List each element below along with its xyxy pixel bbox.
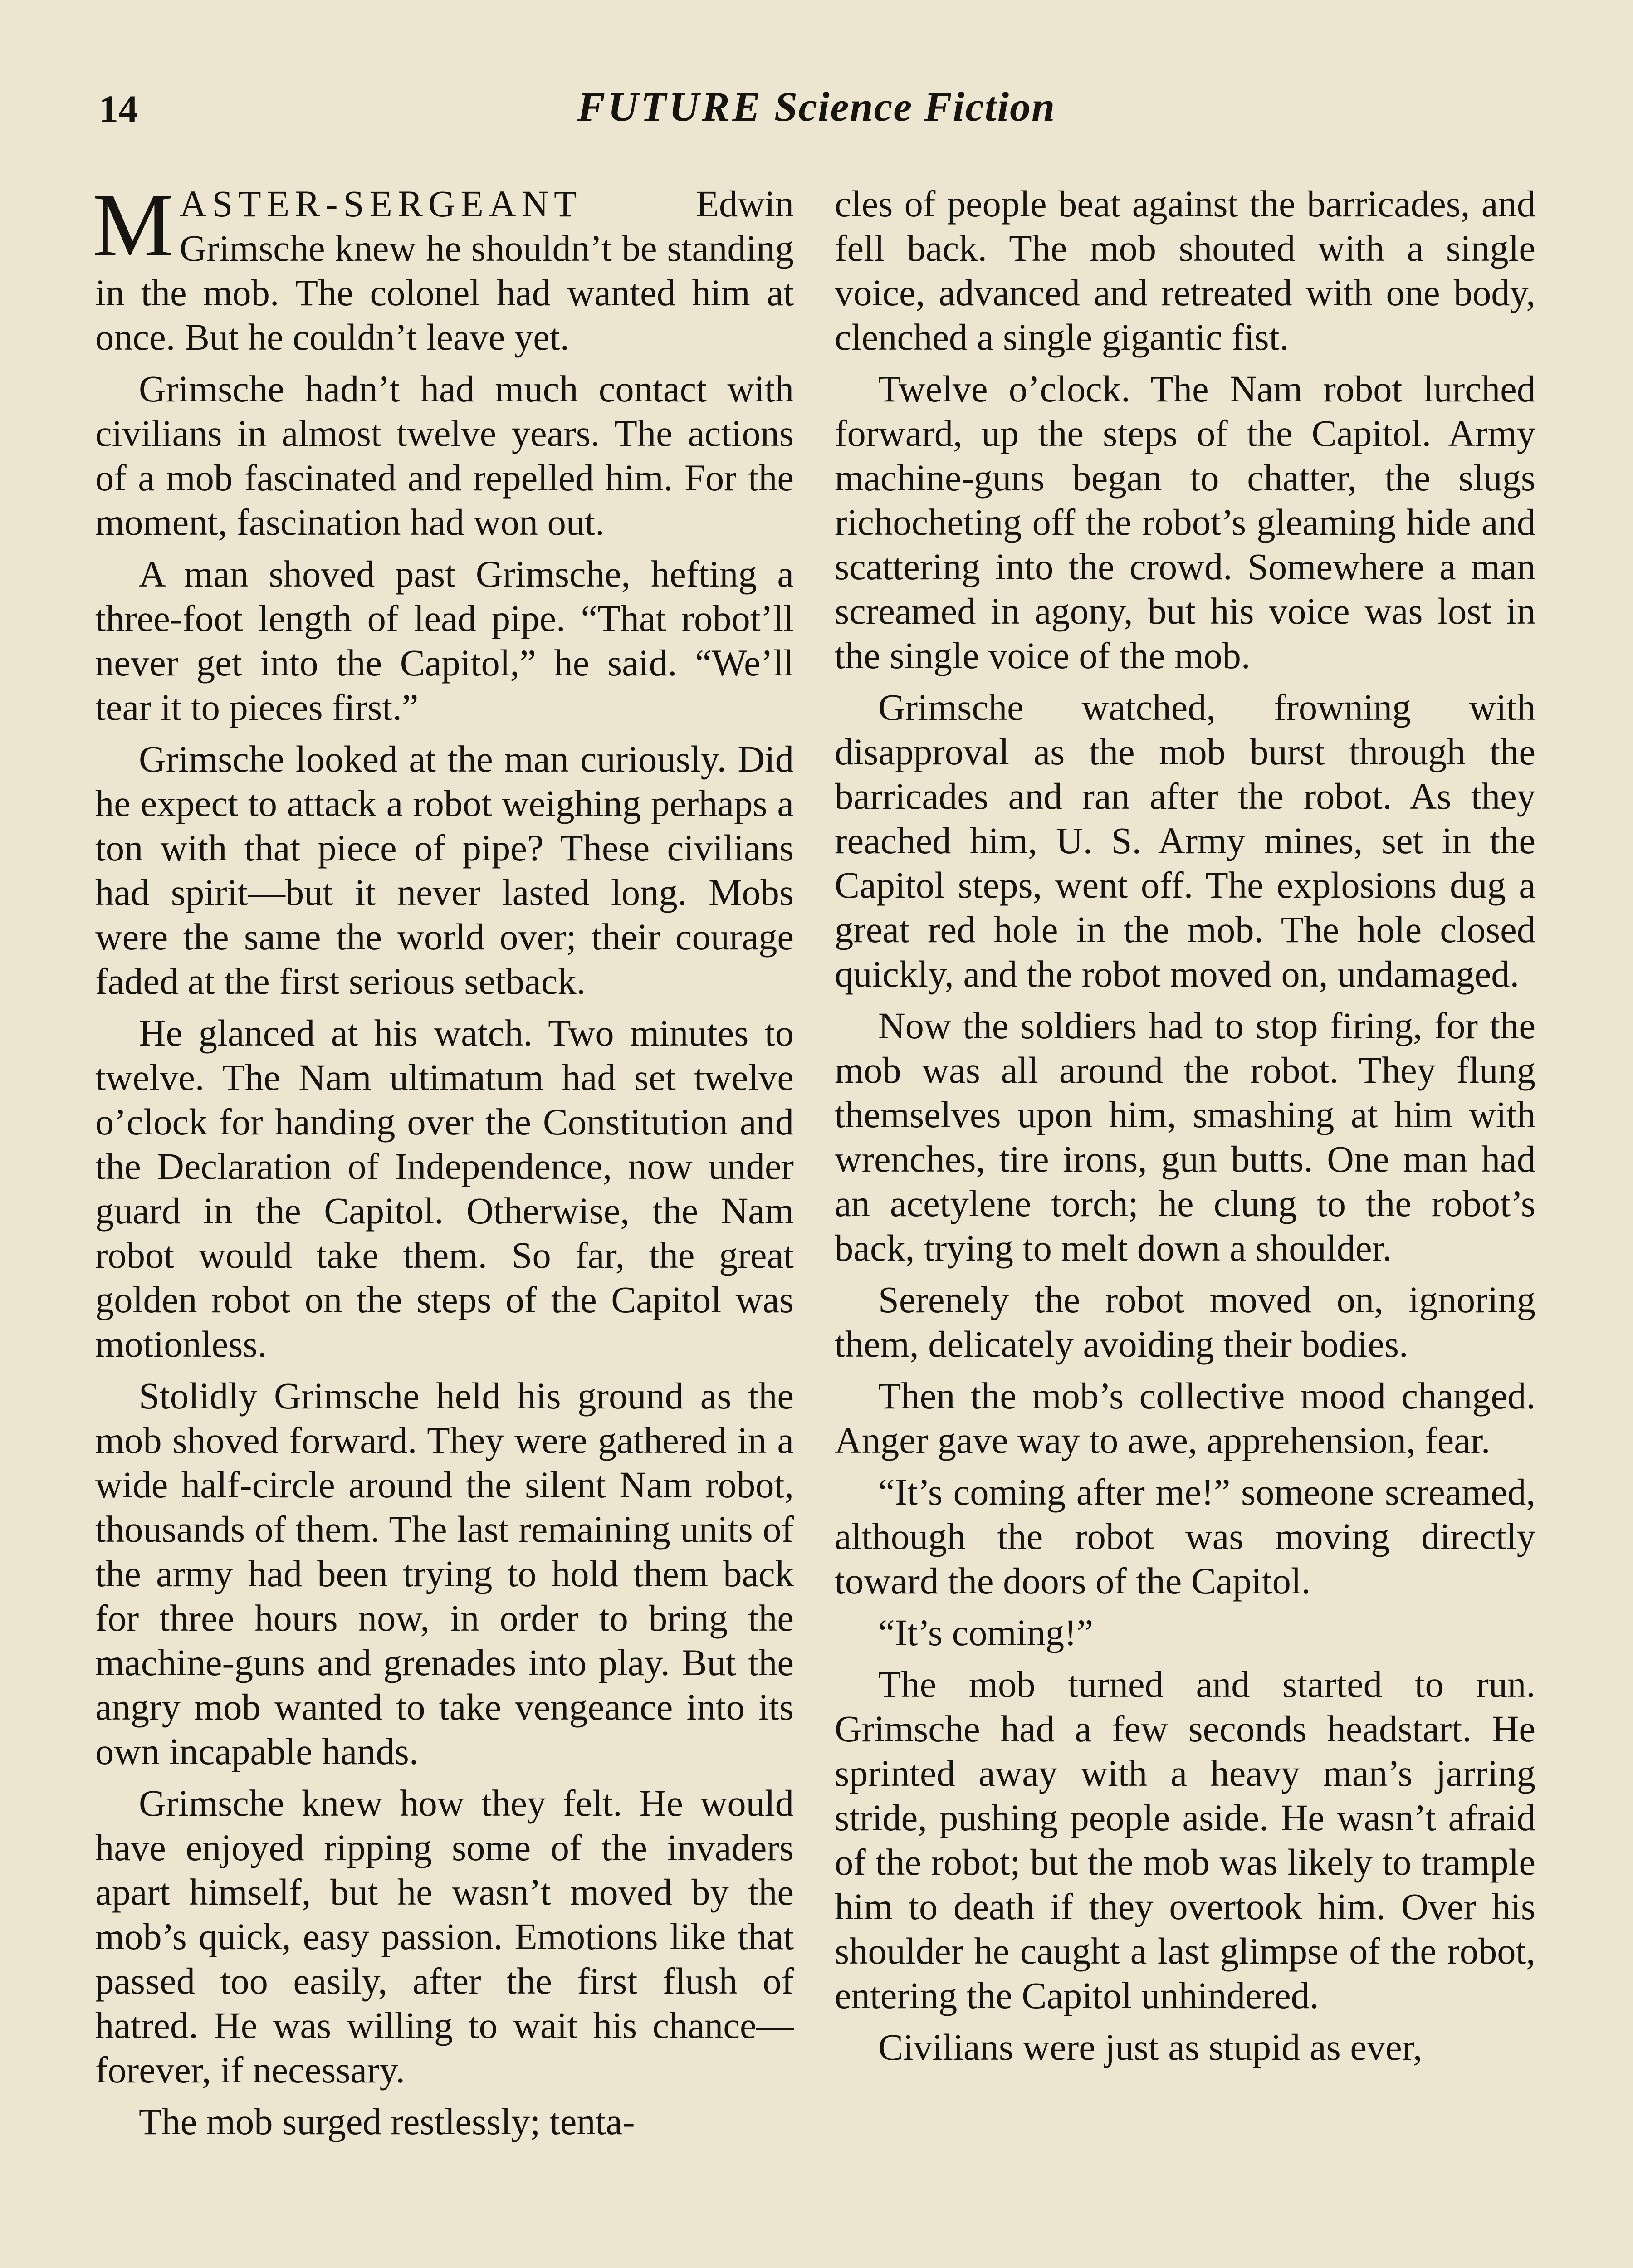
paragraph-8: The mob surged restlessly; tenta- xyxy=(139,2101,635,2142)
running-head xyxy=(0,82,1633,132)
paragraph-7: Grimsche knew how they felt. He would have enjoyed ripping some of the invaders apart himself, but he wasn’t moved by the mob’s quick, easy passion. Emotions like that passed too easily, after the first flush of hatred. He was willing to wait his chance—forever, if necessary. xyxy=(95,1782,794,2091)
paragraph-4: Now the soldiers had to stop firing, for the mob was all around the robot. They flung themselves upon him, smashing at him with wrenches, tire irons, gun butts. One man had an acetylene torch; he clung to the robot’s back, trying to melt down a shoulder. xyxy=(835,1005,1535,1269)
lead-in-caps: ASTER-SERGEANT xyxy=(179,183,582,225)
paragraph-9: The mob turned and started to run. Grimsche had a few seconds headstart. He sprinted away with a heavy man’s jarring stride, pushing people aside. He wasn’t afraid of the robot; but the mob was likely to trample him to death if they overtook him. Over his shoulder he caught a last glimpse of the robot, entering the Capitol unhindered. xyxy=(835,1663,1535,2016)
paragraph-1 xyxy=(93,175,794,359)
paragraph-7: “It’s coming after me!” someone screamed, although the robot was moving directly toward the doors of the Capitol. xyxy=(835,1471,1535,1602)
page-number: 14 xyxy=(99,87,138,131)
right-column xyxy=(835,181,1535,2077)
paragraph-3: Grimsche watched, frowning with disapproval as the mob burst through the barricades and ran after the robot. As they reached him, U. S. Army mines, set in the Capitol steps, went off. The explosions dug a great red hole in the mob. The hole closed quickly, and the robot moved on, undamaged. xyxy=(835,686,1535,995)
drop-cap: M xyxy=(93,175,173,275)
paragraph-4: Grimsche looked at the man curiously. Did he expect to attack a robot weighing perhaps a ton with that piece of pipe? These civilians had spirit—but it never lasted long. Mobs were the same the world over; their courage faded at the first serious setback. xyxy=(95,738,794,1002)
paragraph-8: “It’s coming!” xyxy=(878,1612,1094,1653)
paragraph-1-text: Edwin Grimsche knew he shouldn’t be standing in the mob. The colonel had wanted him at once. But he couldn’t leave yet. xyxy=(95,183,794,358)
magazine-name-rest: Science Fiction xyxy=(763,83,1056,130)
paragraph-6: Then the mob’s collective mood changed. Anger gave way to awe, apprehension, fear. xyxy=(835,1375,1535,1461)
magazine-name-caps: FUTURE xyxy=(577,83,763,130)
paragraph-continued: cles of people beat against the barricades, and fell back. The mob shouted with a single voice, advanced and retreated with one body, clenched a single gigantic fist. xyxy=(835,183,1535,358)
paragraph-10: Civilians were just as stupid as ever, xyxy=(878,2026,1423,2068)
paragraph-5: Serenely the robot moved on, ignoring them, delicately avoiding their bodies. xyxy=(835,1279,1535,1365)
paragraph-2: Twelve o’clock. The Nam robot lurched forward, up the steps of the Capitol. Army machine-guns began to chatter, the slugs richocheting off the robot’s gleaming hide and scattering into the crowd. Somewhere a man screamed in agony, but his voice was lost in the single voice of the mob. xyxy=(835,368,1535,676)
page-header xyxy=(0,82,1633,145)
paragraph-3: A man shoved past Grimsche, hefting a three-foot length of lead pipe. “That robot’ll never get into the Capitol,” he said. “We’ll tear it to pieces first.” xyxy=(95,553,794,728)
paragraph-5: He glanced at his watch. Two minutes to twelve. The Nam ultimatum had set twelve o’clock for handing over the Constitution and the Declaration of Independence, now under guard in the Capitol. Otherwise, the Nam robot would take them. So far, the great golden robot on the steps of the Capitol was motionless. xyxy=(95,1012,794,1365)
left-column xyxy=(93,175,794,2151)
paragraph-6: Stolidly Grimsche held his ground as the mob shoved forward. They were gathered in a wide half-circle around the silent Nam robot, thousands of them. The last remaining units of the army had been trying to hold them back for three hours now, in order to bring the machine-guns and grenades into play. But the angry mob wanted to take vengeance into its own incapable hands. xyxy=(95,1375,794,1772)
paragraph-2: Grimsche hadn’t had much contact with civilians in almost twelve years. The actions of a mob fascinated and repelled him. For the moment, fascination had won out. xyxy=(95,368,794,543)
